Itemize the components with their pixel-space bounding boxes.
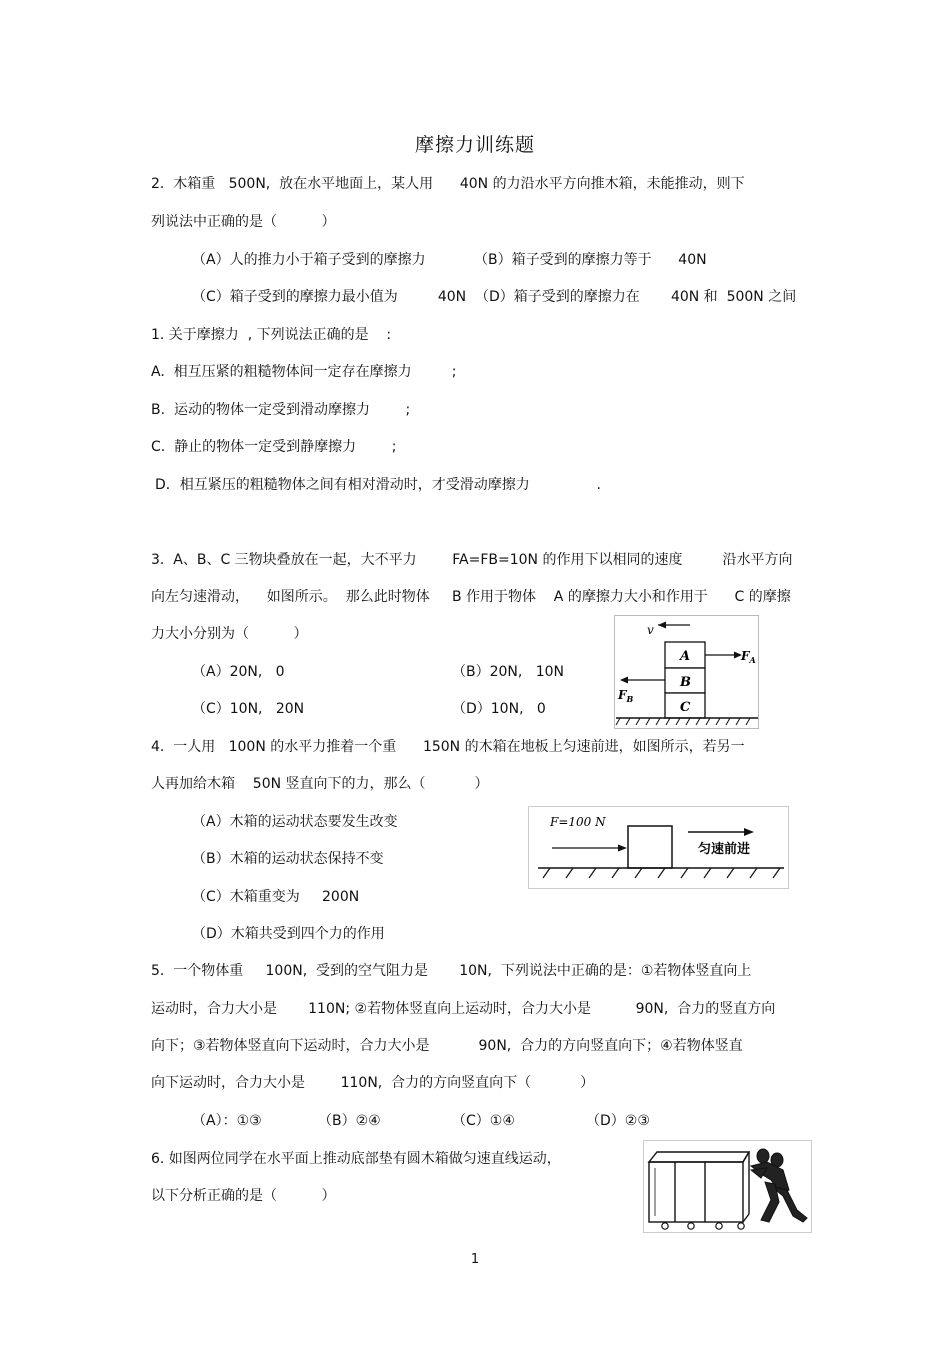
q3-option-c: （C）10N, 20N (192, 701, 305, 717)
q3-option-a: （A）20N, 0 (192, 664, 285, 680)
q4-box-push-figure (528, 806, 790, 890)
q6-pushing-box-figure (643, 1140, 813, 1234)
q6-stem-line2: 以下分析正确的是（ ） (151, 1188, 336, 1204)
block-c-label: C (680, 700, 691, 715)
q1-stem: 1. 关于摩擦力 , 下列说法正确的是 : (151, 327, 392, 343)
wooden-box (628, 826, 672, 868)
q2-option-b: （B）箱子受到的摩擦力等于 40N (474, 252, 707, 268)
q5-stem-line3: 向下；③若物体竖直向下运动时，合力大小是 90N, 合力的方向竖直向下；④若物体竖直 (151, 1038, 743, 1054)
q4-stem-line1: 4. 一人用 100N 的水平力推着一个重 150N 的木箱在地板上匀速前进，如图所示，若另一 (151, 739, 745, 755)
q5-option-d: （D）②③ (586, 1113, 650, 1129)
push-force-label: F=100 N (550, 815, 606, 829)
q3-stacked-blocks-figure (614, 615, 760, 730)
q3-option-b: （B）20N, 10N (452, 664, 564, 680)
page-number: 1 (470, 1252, 480, 1267)
q4-option-d: （D）木箱共受到四个力的作用 (192, 926, 385, 942)
q5-option-b: （B）②④ (318, 1113, 381, 1129)
force-a-label: $F_A$ (741, 649, 756, 665)
block-b-label: B (680, 675, 691, 690)
motion-label: 匀速前进 (698, 842, 751, 857)
velocity-arrow (658, 622, 690, 629)
q5-stem-line4: 向下运动时，合力大小是 110N, 合力的方向竖直向下（ ） (151, 1075, 595, 1091)
q3-stem-line3: 力大小分别为（ ） (151, 626, 308, 642)
q4-option-b: （B）木箱的运动状态保持不变 (192, 851, 384, 867)
floor (538, 868, 784, 878)
q5-option-c: （C）①④ (452, 1113, 515, 1129)
q4-stem-line2: 人再加给木箱 50N 竖直向下的力，那么（ ） (151, 776, 489, 792)
q2-option-c-d: （C）箱子受到的摩擦力最小值为 40N （D）箱子受到的摩擦力在 40N 和 500N 之间 (192, 289, 797, 305)
force-a-arrow (705, 652, 742, 659)
force-b-arrow (620, 677, 665, 684)
force-b-label: $F_B$ (618, 688, 634, 704)
rollers (662, 1223, 744, 1229)
q1-option-c: C. 静止的物体一定受到静摩擦力 ; (151, 439, 397, 455)
q2-stem-line2: 列说法中正确的是（ ） (151, 214, 336, 230)
q1-option-d: D．相互紧压的粗糙物体之间有相对滑动时，才受滑动摩擦力 . (155, 477, 601, 493)
q5-stem-line2: 运动时，合力大小是 110N; ②若物体竖直向上运动时，合力大小是 90N, 合力的竖直方向 (151, 1001, 776, 1017)
ground (616, 718, 758, 725)
q1-option-b: B. 运动的物体一定受到滑动摩擦力 ; (151, 402, 411, 418)
pushing-students (751, 1149, 807, 1222)
q4-option-c: （C）木箱重变为 200N (192, 889, 360, 905)
push-force-arrow (552, 845, 627, 852)
block-a-label: A (680, 649, 691, 664)
motion-arrow (688, 828, 754, 836)
q3-stem-line1: 3. A、B、C 三物块叠放在一起，大不平力 FA=FB=10N 的作用下以相同的速度 沿水平方向 (151, 552, 793, 568)
q1-option-a: A. 相互压紧的粗糙物体间一定存在摩擦力 ; (151, 364, 457, 380)
q4-option-a: （A）木箱的运动状态要发生改变 (192, 814, 398, 830)
q3-option-d: （D）10N, 0 (452, 701, 546, 717)
velocity-label: v (647, 623, 654, 637)
q5-stem-line1: 5. 一个物体重 100N, 受到的空气阻力是 10N, 下列说法中正确的是：①若物体竖直向上 (151, 963, 752, 979)
q3-stem-line2: 向左匀速滑动， 如图所示。 那么此时物体 B 作用于物体 A 的摩擦力大小和作用于 C 的摩擦 (151, 589, 791, 605)
q2-stem-line1: 2. 木箱重 500N, 放在水平地面上，某人用 40N 的力沿水平方向推木箱，未能推动，则下 (151, 176, 745, 192)
q5-option-a: （A）：①③ (192, 1113, 262, 1129)
q2-option-a: （A）人的推力小于箱子受到的摩擦力 (192, 252, 426, 268)
q6-stem-line1: 6. 如图两位同学在水平面上推动底部垫有圆木箱做匀速直线运动， (151, 1151, 561, 1167)
page-title: 摩擦力训练题 (414, 134, 535, 156)
wooden-cabinet (649, 1152, 749, 1222)
